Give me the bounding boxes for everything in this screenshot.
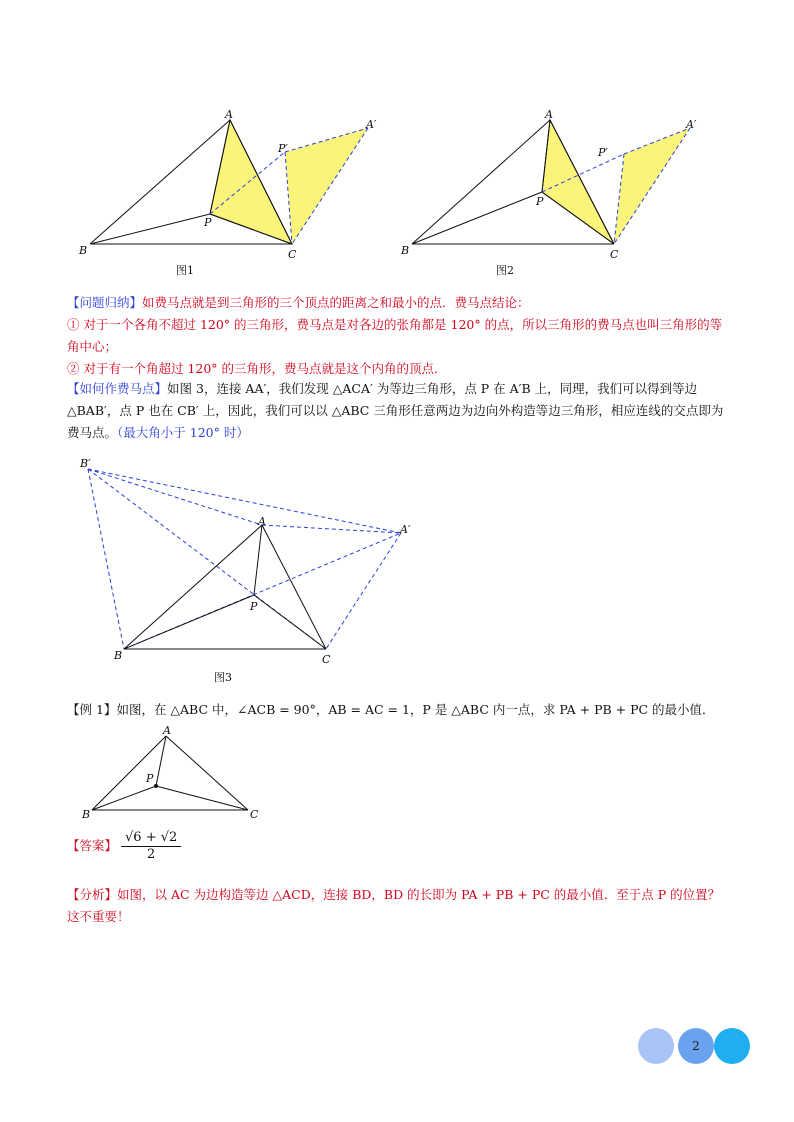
label-p-prime: P′ [598,146,608,159]
construct-tag: 【如何作费马点】 [67,381,168,396]
answer-denominator: 2 [147,847,156,862]
figure-3-diagram [76,455,426,685]
construct-paragraph [67,378,732,444]
label-b: B [401,244,410,257]
page-circle-left [638,1028,674,1064]
summary-tag: 【问题归纳】 [67,295,143,310]
label-b-prime: B′ [80,457,91,470]
answer-fraction [121,830,181,863]
label-a: A [163,724,171,737]
figure-3 [76,455,426,685]
label-p: P [146,772,154,785]
analysis-tag: 【分析】 [67,887,118,902]
figure-3-caption: 图3 [214,671,232,684]
label-b: B [82,808,91,821]
yellow-triangle-apc [210,120,292,244]
summary-text: 如费马点就是到三角形的三个顶点的距离之和最小的点．费马点结论： [142,295,530,310]
label-a: A [545,108,553,121]
label-p: P [250,600,258,613]
label-b: B [114,649,123,662]
label-c: C [610,248,619,261]
analysis-text: 如图，以 AC 为边构造等边 △ACD，连接 BD，BD 的长即为 PA + PB + PC 的最小值．至于点 P 的位置？这不重要！ [67,887,721,924]
analysis-paragraph [67,884,732,928]
figure-1-caption: 图1 [176,264,194,277]
yellow-triangle-rotated [285,128,368,244]
label-a-prime: A′ [686,118,697,131]
figure-4-diagram [76,724,276,824]
label-c: C [250,808,259,821]
summary-item-2: ② 对于有一个角超过 120° 的三角形，费马点就是这个内角的顶点． [67,361,447,376]
label-p: P [204,216,212,229]
example-text: 如图，在 △ABC 中，∠ACB = 90°，AB = AC = 1，P 是 △ABC 内一点，求 PA + PB + PC 的最小值． [116,702,715,717]
figure-2-diagram [392,108,712,288]
label-p: P [536,195,544,208]
label-c: C [322,653,331,666]
figure-2 [392,108,712,288]
figure-1 [70,108,390,288]
summary-line [67,292,732,314]
answer-tag: 【答案】 [67,838,118,853]
label-a-prime: A′ [366,118,377,131]
summary-paragraph [67,292,732,380]
yellow-triangle-apc [542,120,614,244]
label-a: A [258,515,266,528]
summary-item-1: ① 对于一个各角不超过 120° 的三角形，费马点是对各边的张角都是 120° 的点，所以三角形的费马点也叫三角形的等角中心； [67,317,723,354]
yellow-triangle-rotated [614,128,690,244]
figure-4 [76,724,276,824]
figure-1-diagram [70,108,390,288]
label-b: B [79,244,88,257]
answer-paragraph [67,830,732,863]
page-number: 2 [692,1039,700,1053]
figure-2-caption: 图2 [496,264,514,277]
example-tag: 【例 1】 [67,702,117,717]
label-p-prime: P′ [278,142,288,155]
example-paragraph [67,699,732,721]
page-circle-right [714,1028,750,1064]
answer-numerator: √6 + √2 [121,830,181,847]
label-a-prime: A′ [400,523,411,536]
label-c: C [288,248,297,261]
construct-note: （最大角小于 120° 时） [117,425,249,440]
construct-text: 如图 3，连接 AA′，我们发现 △ACA′ 为等边三角形，点 P 在 A′B 上，同理，我们可以得到等边 △BAB′，点 P 也在 CB′ 上，因此，我们可以以 △ABC 三角形任意两边为边向外构造等边三角形，相应连线的交点即为费马点。 [67,381,724,440]
label-a: A [225,108,233,121]
